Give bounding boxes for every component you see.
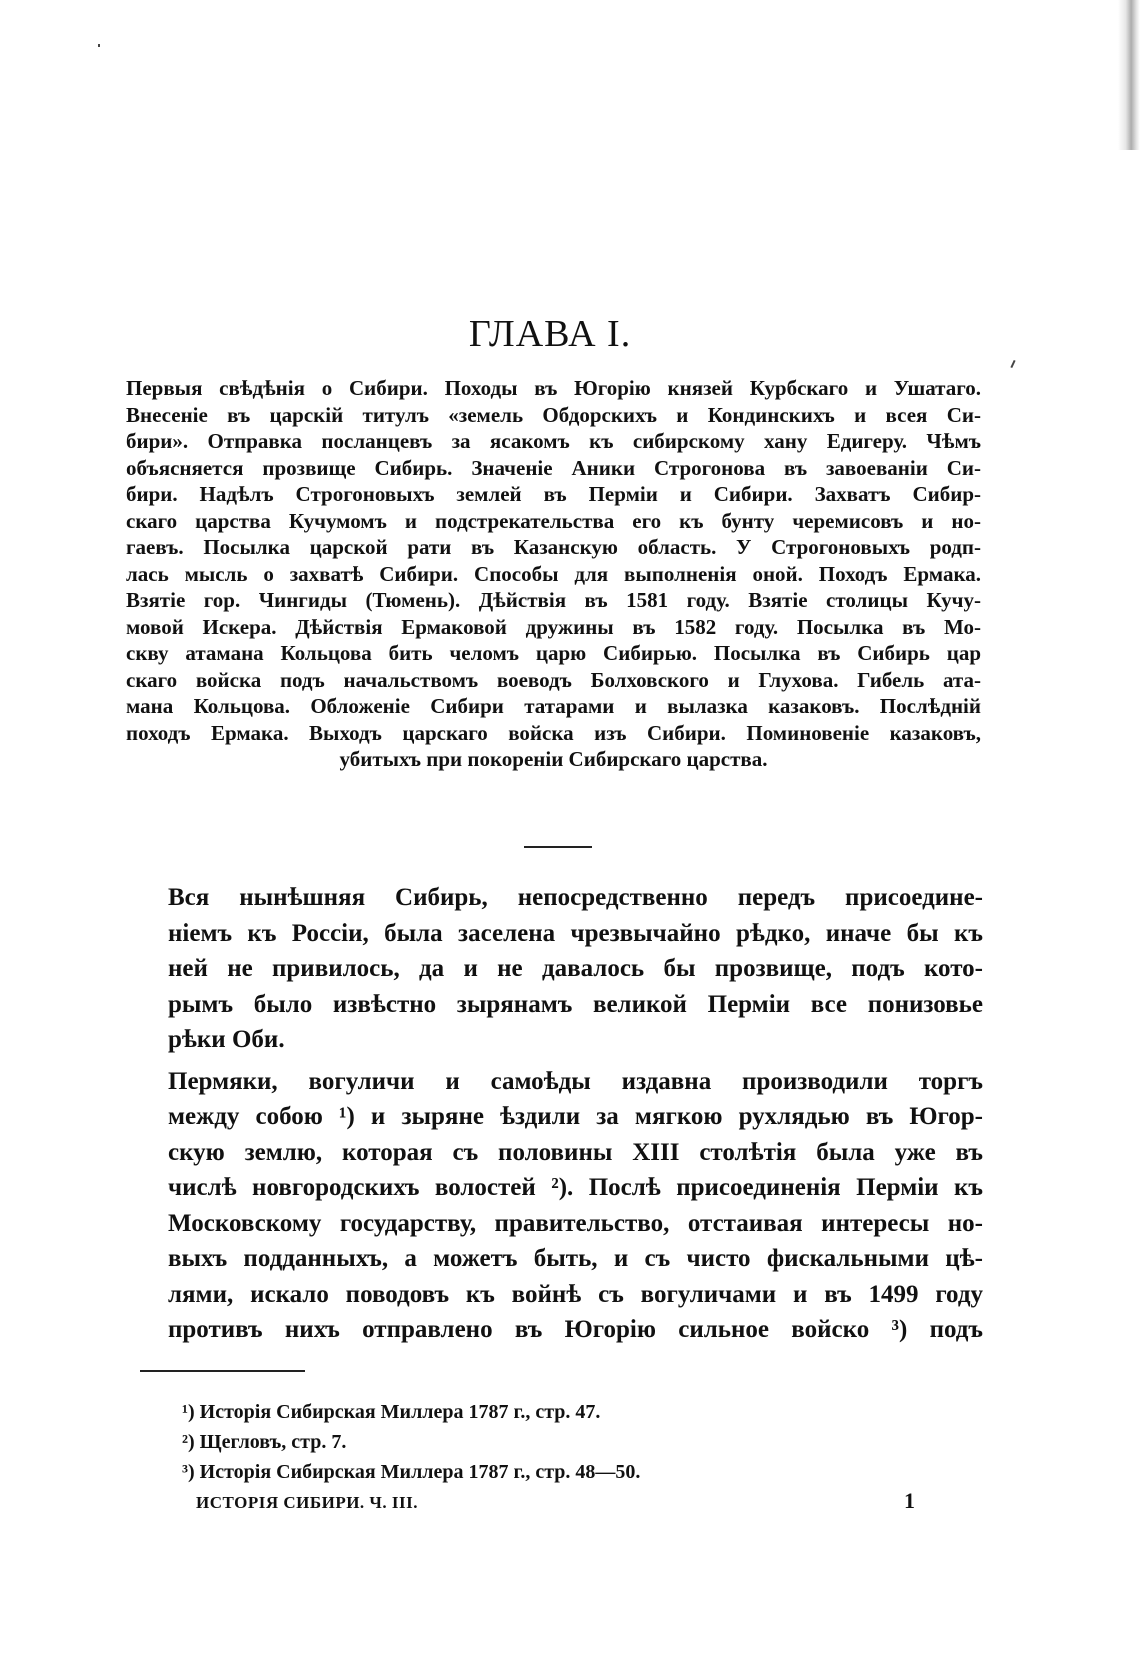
body-line: рѣки Оби.	[168, 1026, 285, 1053]
summary-line: Внесеніе въ царскій титулъ «земель Обдорскихъ и Кондинскихъ и всея Си-	[126, 402, 981, 427]
body-line: выхъ подданныхъ, а можетъ быть, и съ чисто фискальными цѣ-	[168, 1245, 983, 1272]
body-line: между собою ¹) и зыряне ѣздили за мягкою рухлядью въ Югор-	[168, 1103, 983, 1130]
summary-line: скву атамана Кольцова бить челомъ царю Сибирью. Посылка въ Сибирь цар	[126, 641, 981, 665]
footnote: ³) Исторія Сибирская Миллера 1787 г., стр. 48—50.	[182, 1461, 641, 1483]
running-footer: ИСТОРІЯ СИБИРИ. Ч. III.	[196, 1493, 419, 1512]
body-line: ніемъ къ Россіи, была заселена чрезвычайно рѣдко, иначе бы къ	[168, 919, 983, 947]
body-line: числѣ новгородскихъ волостей ²). Послѣ присоединенія Перміи къ	[168, 1174, 983, 1201]
summary-line: мовой Искера. Дѣйствія Ермаковой дружины въ 1582 году. Посылка въ Мо-	[126, 614, 981, 639]
body-text	[168, 880, 983, 1348]
summary-line: скаго войска подъ начальствомъ воеводъ Болховского и Глухова. Гибель ата-	[126, 667, 981, 692]
scan-speck	[98, 44, 100, 47]
body-line: Московскому государству, правительство, отстаивая интересы но-	[168, 1209, 983, 1237]
body-line: лями, искало поводовъ къ войнѣ съ вогуличами и въ 1499 году	[168, 1280, 983, 1308]
summary-line: скаго царства Кучумомъ и подстрекательства его къ бунту черемисовъ и но-	[126, 508, 981, 533]
body-line: рымъ было извѣстно зырянамъ великой Перміи все понизовье	[168, 990, 983, 1018]
chapter-title: ГЛАВА I.	[468, 313, 632, 355]
summary-line: гаевъ. Посылка царской рати въ Казанскую область. У Строгоновыхъ родп-	[126, 535, 981, 559]
chapter-summary	[126, 375, 981, 773]
summary-line: лась мысль о захватѣ Сибири. Способы для выполненія оной. Походъ Ермака.	[126, 561, 981, 586]
body-line: ней не привилось, да и не давалось бы прозвище, подъ кото-	[168, 955, 983, 982]
page-edge-shadow	[1118, 0, 1140, 150]
summary-line: Взятіе гор. Чингиды (Тюмень). Дѣйствія въ 1581 году. Взятіе столицы Кучу-	[126, 588, 981, 612]
body-line: противъ нихъ отправлено въ Югорію сильное войско ³) подъ	[168, 1316, 983, 1343]
page-number: 1	[904, 1488, 915, 1513]
footnote: ¹) Исторія Сибирская Миллера 1787 г., стр. 47.	[182, 1401, 601, 1423]
summary-line: походъ Ермака. Выходъ царскаго войска изъ Сибири. Поминовеніе казаковъ,	[126, 720, 981, 745]
summary-line: объясняется прозвище Сибирь. Значеніе Аники Строгонова въ завоеваніи Си-	[126, 455, 981, 480]
body-line: Пермяки, вогуличи и самоѣды издавна производили торгъ	[168, 1067, 983, 1095]
body-line: скую землю, которая съ половины XIII столѣтія была уже въ	[168, 1138, 983, 1166]
summary-line: мана Кольцова. Обложеніе Сибири татарами и вылазка казаковъ. Послѣдній	[126, 694, 981, 718]
summary-line: бири». Отправка посланцевъ за ясакомъ къ сибирскому хану Едигеру. Чѣмъ	[126, 429, 981, 453]
section-divider	[524, 846, 592, 848]
summary-line: Первыя свѣдѣнія о Сибири. Походы въ Югорію князей Курбскаго и Ушатаго.	[126, 376, 981, 400]
body-line: Вся нынѣшняя Сибирь, непосредственно передъ присоедине-	[168, 884, 983, 911]
footnote-rule	[140, 1370, 305, 1372]
scan-speck	[1010, 360, 1015, 368]
summary-line: убитыхъ при покореніи Сибирскаго царства.	[339, 747, 768, 771]
summary-line: бири. Надѣлъ Строгоновыхъ землей въ Перміи и Сибири. Захватъ Сибир-	[126, 482, 981, 506]
footnote: ²) Щегловъ, стр. 7.	[182, 1431, 347, 1453]
footnotes	[182, 1397, 640, 1487]
